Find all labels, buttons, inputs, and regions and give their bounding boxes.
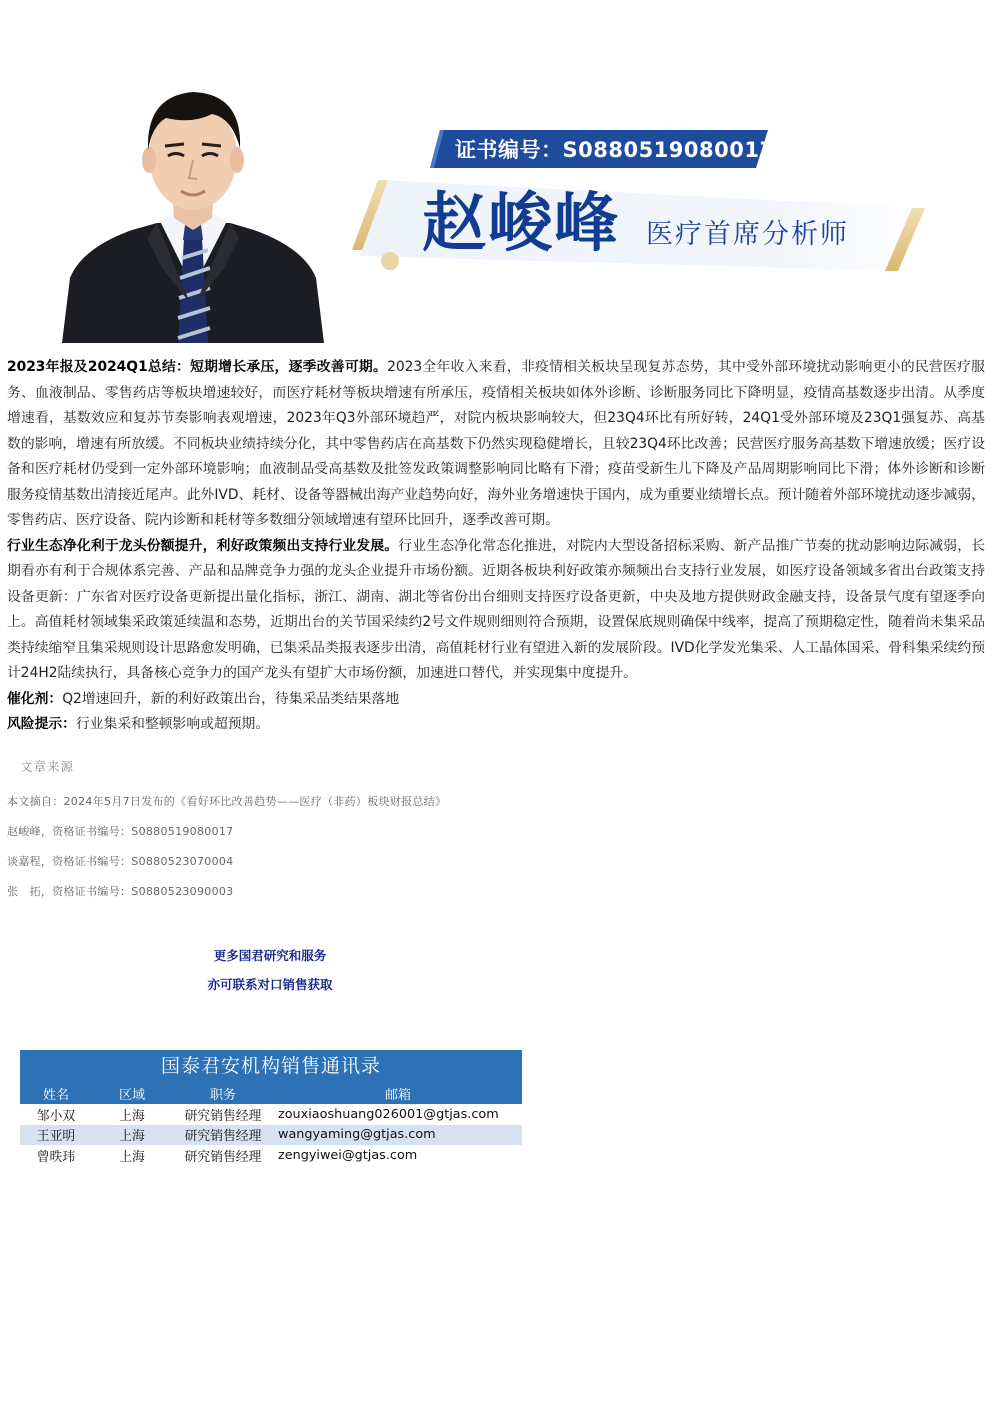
header-email: 邮箱 bbox=[384, 1087, 411, 1103]
promo-line-2: 亦可联系对口销售获取 bbox=[207, 977, 333, 992]
risk-paragraph bbox=[7, 712, 985, 738]
risk-text: 行业集采和整顿影响或超预期。 bbox=[75, 716, 270, 732]
table-row bbox=[20, 1104, 522, 1125]
contact-name: 王亚明 bbox=[36, 1129, 76, 1145]
table-row bbox=[20, 1125, 522, 1146]
contact-region: 上海 bbox=[119, 1108, 145, 1124]
contact-table-header bbox=[20, 1082, 522, 1104]
contact-email[interactable]: zouxiaoshuang026001@gtjas.com bbox=[278, 1106, 499, 1122]
source-excerpt: 本文摘自：2024年5月7日发布的《看好环比改善趋势——医疗（非药）板块财报总结》 bbox=[7, 795, 447, 808]
catalyst-heading: 催化剂： bbox=[7, 690, 63, 707]
header-name: 姓名 bbox=[42, 1087, 69, 1103]
catalyst-paragraph bbox=[7, 687, 985, 713]
contact-region: 上海 bbox=[119, 1129, 145, 1145]
source-heading: 文章来源 bbox=[20, 759, 75, 774]
contact-region: 上海 bbox=[119, 1149, 145, 1165]
contact-position: 研究销售经理 bbox=[184, 1108, 262, 1124]
catalyst-text: Q2增速回升，新的利好政策出台，待集采品类结果落地 bbox=[62, 690, 400, 707]
header-position: 职务 bbox=[209, 1087, 236, 1103]
contact-name: 曾昳玮 bbox=[36, 1149, 76, 1165]
contact-name: 邹小双 bbox=[36, 1108, 76, 1124]
contact-position: 研究销售经理 bbox=[184, 1149, 262, 1165]
source-analyst-2: 谈嘉程，资格证书编号：S0880523070004 bbox=[7, 855, 234, 868]
header-region: 区域 bbox=[118, 1087, 145, 1103]
contact-table-title: 国泰君安机构销售通讯录 bbox=[20, 1050, 522, 1082]
promo-line-1: 更多国君研究和服务 bbox=[213, 948, 327, 963]
source-analyst-1: 赵峻峰，资格证书编号：S0880519080017 bbox=[7, 825, 234, 838]
contact-email[interactable]: wangyaming@gtjas.com bbox=[278, 1127, 436, 1143]
header-banner bbox=[0, 0, 992, 345]
article-body bbox=[7, 355, 985, 738]
summary-text: 2023全年收入来看，非疫情相关板块呈现复苏态势，其中受外部环境扰动影响更小的民营医疗服务、血液制品、零售药店等板块增速较好，而医疗耗材等板块增速有所承压，疫情相关板块如体外诊断、诊断服务同比下降明显，疫情高基数逐步出清。从季度增速看，基数效应和复苏节奏影响表观增速，2023年Q3外部环境趋严，对院内板块影响较大，但23Q4环比有所好转，24Q1受外部环境及23Q1强复苏、高基数的影响，增速有所放缓。不同板块业绩持续分化，其中零售药店在高基数下仍然实现稳健增长，且较23Q4环比改善；民营医疗服务高基数下增速放缓；医疗设备和医疗耗材仍受到一定外部环境影响；血液制品受高基数及批签发政策调整影响同比略有下滑；疫苗受新生儿下降及产品周期影响同比下滑；体外诊断和诊断服务疫情基数出清接近尾声。此外IVD、耗材、设备等器械出海产业趋势向好，海外业务增速快于国内，成为重要业绩增长点。预计随着外部环境扰动逐步减弱，零售药店、医疗设备、院内诊断和耗材等多数细分领域增速有望环比回升，逐季改善可期。 bbox=[7, 359, 985, 528]
table-row bbox=[20, 1145, 522, 1166]
certificate-number: 证书编号：S0880519080017 bbox=[455, 138, 775, 162]
sales-contact-table bbox=[20, 1050, 522, 1166]
source-analyst-3: 张 拓，资格证书编号：S0880523090003 bbox=[7, 885, 234, 898]
industry-heading: 行业生态净化利于龙头份额提升，利好政策频出支持行业发展。 bbox=[7, 537, 399, 554]
contact-position: 研究销售经理 bbox=[184, 1129, 262, 1145]
summary-heading: 2023年报及2024Q1总结：短期增长承压，逐季改善可期。 bbox=[7, 359, 388, 375]
summary-paragraph bbox=[7, 355, 985, 534]
analyst-title: 医疗首席分析师 bbox=[646, 219, 849, 250]
risk-heading: 风险提示： bbox=[7, 716, 76, 732]
analyst-photo bbox=[62, 78, 324, 343]
industry-text: 行业生态净化常态化推进，对院内大型设备招标采购、新产品推广节奏的扰动影响边际减弱，长期看亦有利于合规体系完善、产品和品牌竞争力强的龙头企业提升市场份额。近期各板块利好政策亦频频出台支持行业发展，如医疗设备领域多省出台政策支持设备更新：广东省对医疗设备更新提出量化指标，浙江、湖南、湖北等省份出台细则支持医疗设备更新，中央及地方提供财政金融支持，设备景气度有望逐季向上。高值耗材领域集采政策延续温和态势，近期出台的关节国采续约2号文件规则细则符合预期，设置保底规则确保中线率，提高了预期稳定性，随着尚未集采品类持续缩窄且集采规则设计思路愈发明确，已集采品类报表逐步出清，高值耗材行业有望进入新的发展阶段。IVD化学发光集采、人工晶体国采、骨科集采续约预计24H2陆续执行，具备核心竞争力的国产龙头有望扩大市场份额，加速进口替代，并实现集中度提升。 bbox=[7, 537, 986, 681]
industry-paragraph bbox=[7, 534, 985, 687]
analyst-name: 赵峻峰 bbox=[422, 186, 620, 261]
contact-email[interactable]: zengyiwei@gtjas.com bbox=[278, 1147, 418, 1163]
